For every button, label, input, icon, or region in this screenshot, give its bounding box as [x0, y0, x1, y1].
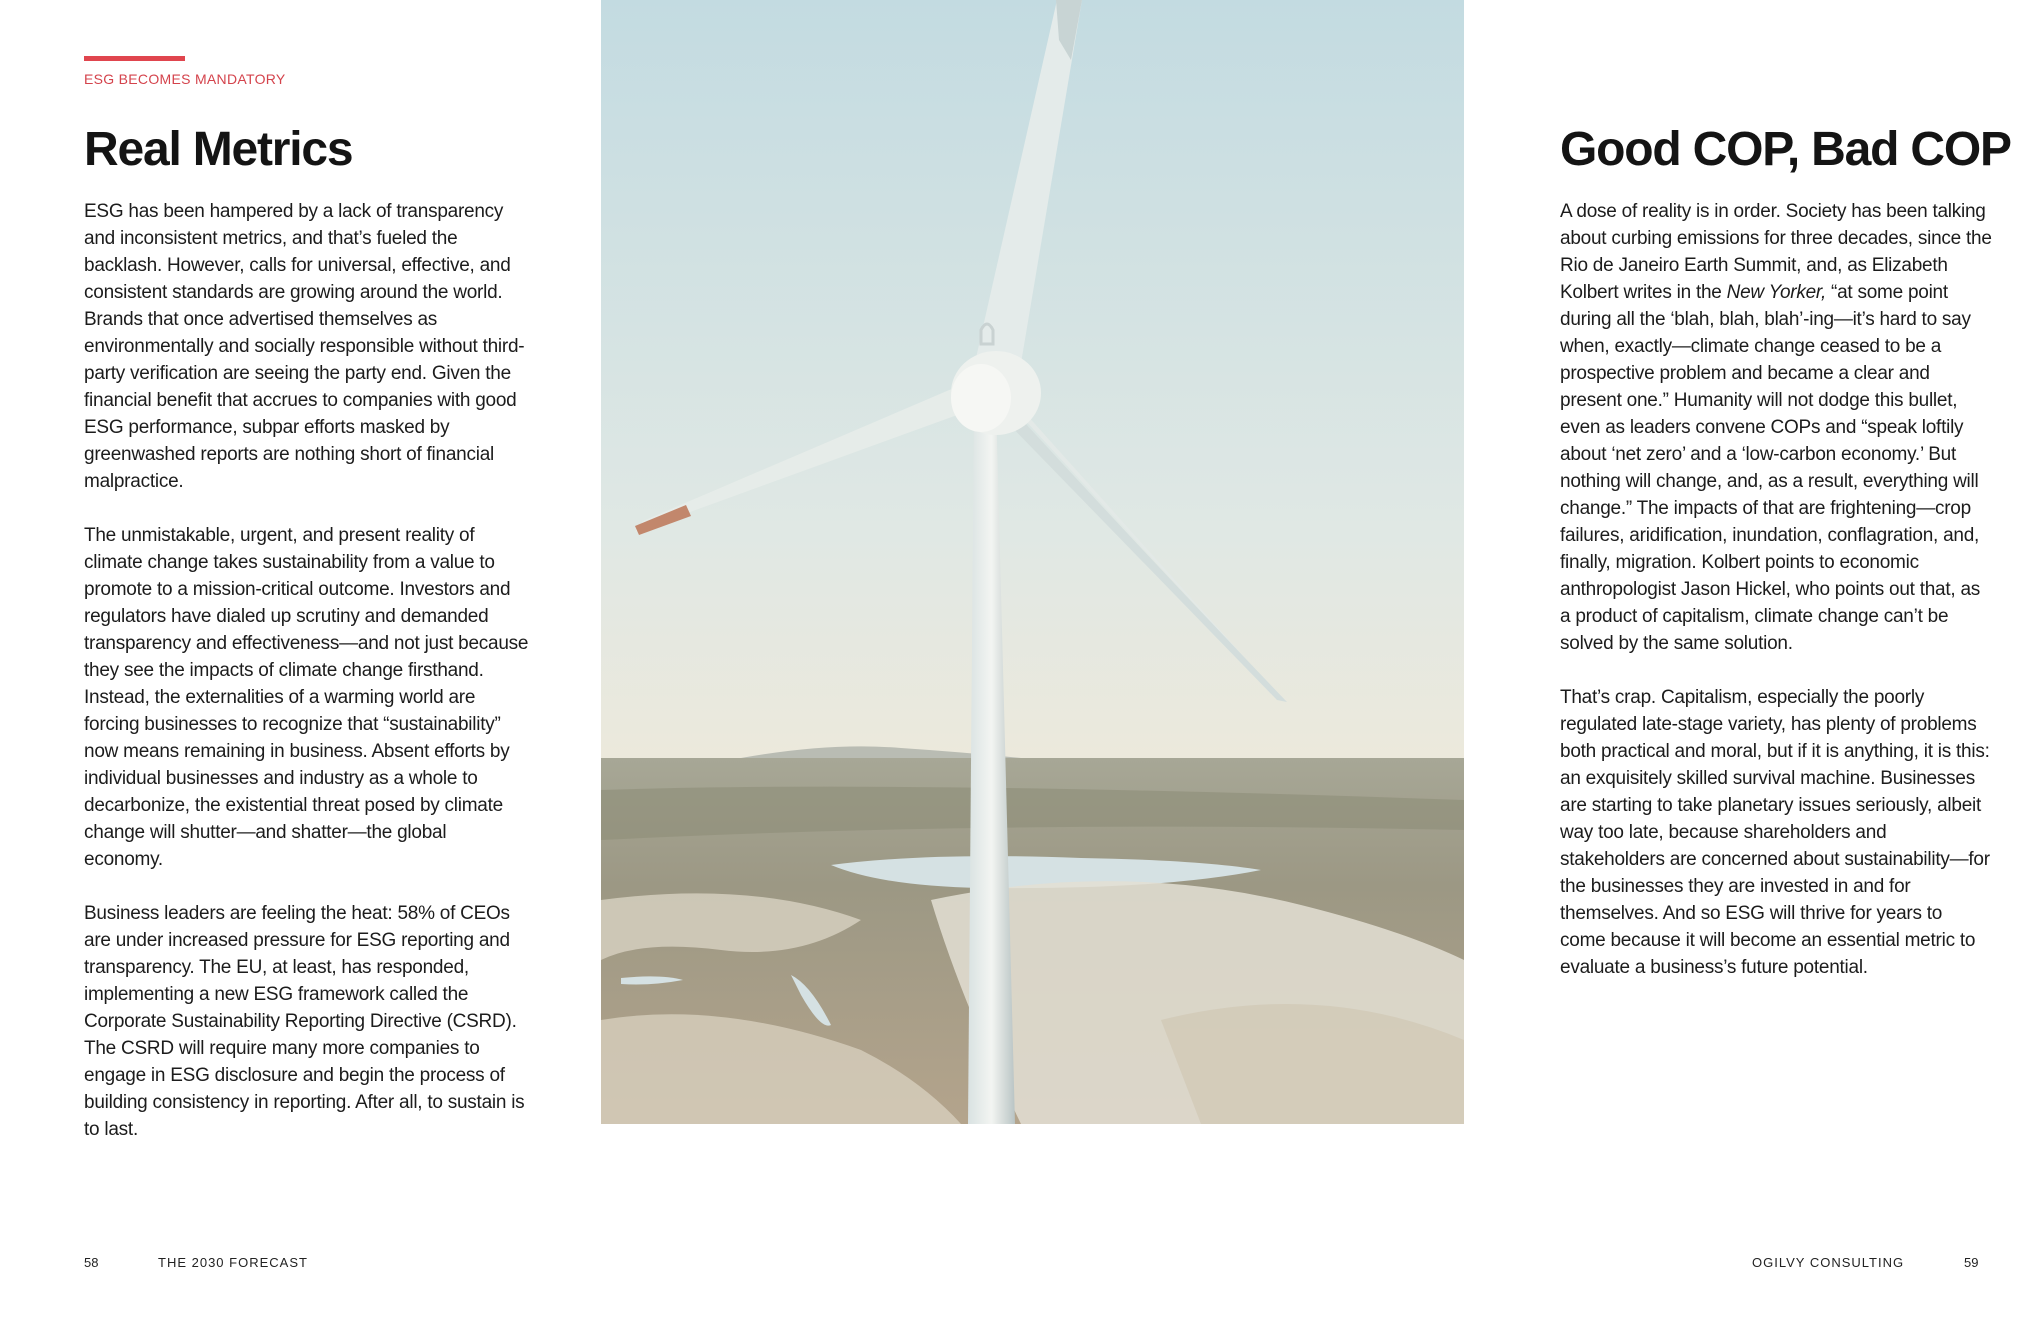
publication-title: THE 2030 FORECAST: [158, 1255, 308, 1270]
right-paragraph: [1560, 198, 1992, 657]
left-body-column: [84, 198, 530, 1170]
right-page-number: 59: [1964, 1255, 1979, 1270]
right-body-column: [1560, 198, 1992, 1008]
left-paragraph: ESG has been hampered by a lack of transparency and inconsistent metrics, and that’s fueled the backlash. However, calls for universal, effective, and consistent standards are growing around the world. Brands that once advertised themselves as environmentally and socially responsible without third-party verification are seeing the party end. Given the financial benefit that accrues to companies with good ESG performance, subpar efforts masked by greenwashed reports are nothing short of financial malpractice.: [84, 201, 525, 492]
organization-name: OGILVY CONSULTING: [1752, 1255, 1905, 1270]
paragraph-text: “at some point during all the ‘blah, blah, blah’-ing—it’s hard to say when, exactly—climate change ceased to be a prospective problem and became a clear and present one.” Humanity will not dodge this bullet, even as leaders convene COPs and “speak loftily about ‘net zero’ and a ‘low-carbon economy.’ But nothing will change, and, as a result, everything will change.” The impacts of that are frightening—crop failures, aridification, inundation, conflagration, and, finally, migration. Kolbert points to economic anthropologist Jason Hickel, who points out that, as a product of capitalism, climate change can’t be solved by the same solution.: [1560, 282, 1981, 654]
wind-turbine-photo: [601, 0, 1464, 1124]
wind-turbine-icon: [601, 0, 1464, 1124]
right-headline: Good COP, Bad COP: [1560, 123, 2011, 176]
paragraph-text: A dose of reality is in order. Society has been talking about curbing emissions for three decades, since the Rio de Janeiro Earth Summit, and, as Elizabeth Kolbert writes in the: [1560, 201, 1992, 303]
accent-rule: [84, 56, 185, 61]
left-paragraph: Business leaders are feeling the heat: 58% of CEOs are under increased pressure for ESG reporting and transparency. The EU, at least, has responded, implementing a new ESG framework called the Corporate Sustainability Reporting Directive (CSRD). The CSRD will require many more companies to engage in ESG disclosure and begin the process of building consistency in reporting. After all, to sustain is to last.: [84, 903, 525, 1140]
left-paragraph: The unmistakable, urgent, and present reality of climate change takes sustainability from a value to promote to a mission-critical outcome. Investors and regulators have dialed up scrutiny and demanded transparency and effectiveness—and not just because they see the impacts of climate change firsthand. Instead, the externalities of a warming world are forcing businesses to recognize that “sustainability” now means remaining in business. Absent efforts by individual businesses and industry as a whole to decarbonize, the existential threat posed by climate change will shutter—and shatter—the global economy.: [84, 525, 529, 870]
left-page-number: 58: [84, 1255, 99, 1270]
publication-name: New Yorker,: [1726, 282, 1826, 303]
right-paragraph: That’s crap. Capitalism, especially the poorly regulated late-stage variety, has plenty of problems both practical and moral, but if it is anything, it is this: an exquisitely skilled survival machine. Businesses are starting to take planetary issues seriously, albeit way too late, because shareholders and stakeholders are concerned about sustainability—for the businesses they are invested in and for themselves. And so ESG will thrive for years to come because it will become an essential metric to evaluate a business’s future potential.: [1560, 687, 1990, 978]
left-headline: Real Metrics: [84, 123, 353, 176]
section-label: ESG BECOMES MANDATORY: [84, 71, 286, 87]
